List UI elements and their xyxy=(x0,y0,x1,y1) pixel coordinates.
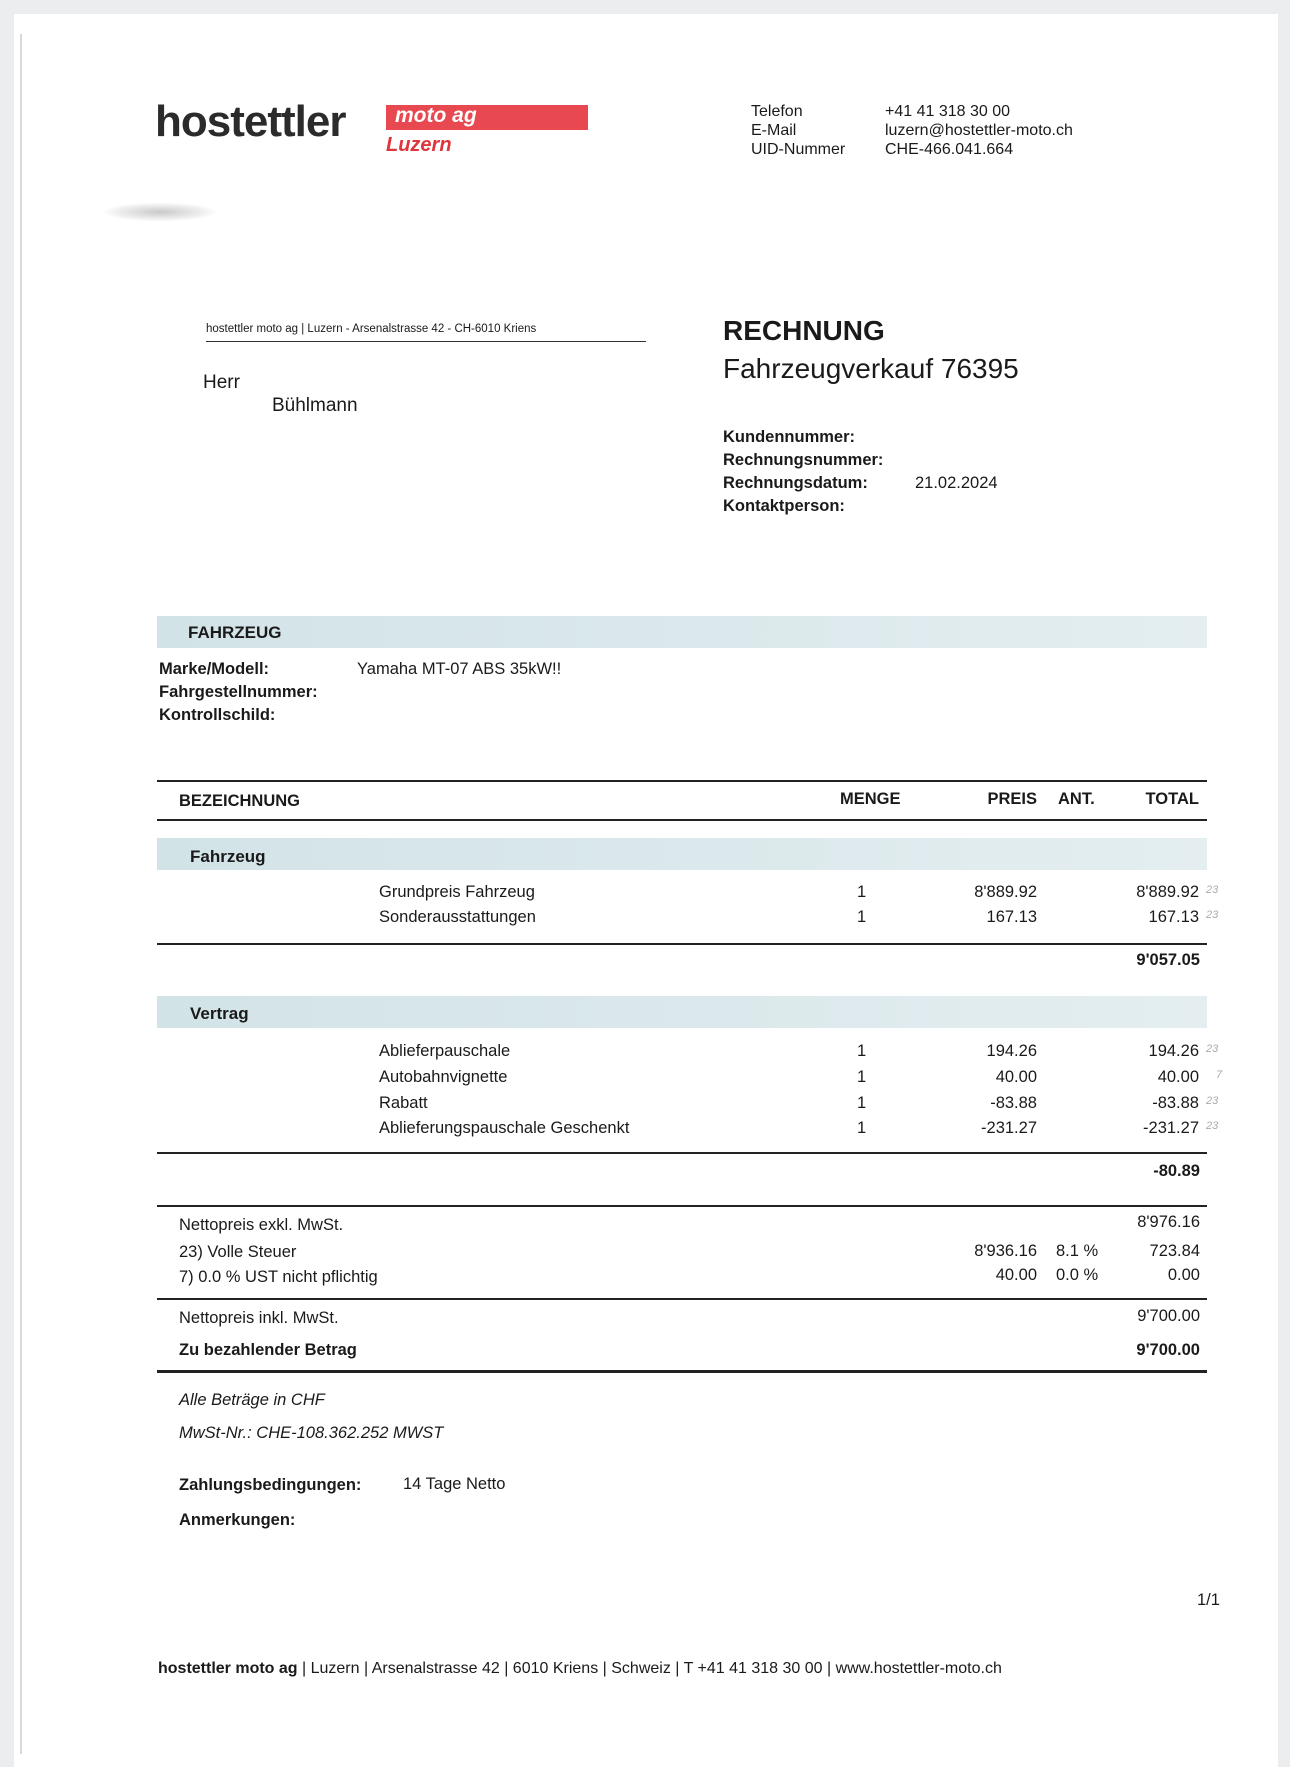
logo-city: Luzern xyxy=(386,134,452,156)
tax-amount: 0.00 xyxy=(1167,1266,1200,1284)
item-tax-code: 23 xyxy=(1206,909,1219,921)
vehicle-row xyxy=(159,704,561,727)
meta-row xyxy=(723,472,998,495)
summary-rule xyxy=(157,1205,1207,1207)
item-price: -83.88 xyxy=(990,1094,1037,1112)
total-rule xyxy=(157,1370,1207,1373)
item-description: Autobahnvignette xyxy=(379,1068,508,1086)
summary-rule xyxy=(157,1298,1207,1300)
vehicle-row xyxy=(159,681,561,704)
item-qty: 1 xyxy=(857,883,867,901)
group-band xyxy=(157,838,1207,870)
meta-row xyxy=(723,495,998,518)
contact-email: luzern@hostettler-moto.ch xyxy=(885,122,1073,139)
vehicle-label: Marke/Modell: xyxy=(159,660,270,678)
vehicle-section-title: FAHRZEUG xyxy=(188,623,282,642)
tax-amount: 723.84 xyxy=(1149,1242,1200,1260)
vehicle-label: Fahrgestellnummer: xyxy=(159,683,318,701)
contact-label: E-Mail xyxy=(751,122,797,139)
sender-line: hostettler moto ag | Luzern - Arsenalstrasse 42 - CH-6010 Kriens xyxy=(206,323,646,342)
scan-smudge xyxy=(105,203,215,221)
subtotal-rule xyxy=(157,1152,1207,1154)
table-rule xyxy=(157,780,1207,782)
col-total: TOTAL xyxy=(1145,790,1199,808)
item-total: 40.00 xyxy=(1157,1068,1199,1086)
vat-number-note: MwSt-Nr.: CHE-108.362.252 MWST xyxy=(179,1424,444,1442)
group-subtotal: -80.89 xyxy=(1153,1162,1200,1180)
item-description: Sonderausstattungen xyxy=(379,908,536,926)
currency-note: Alle Beträge in CHF xyxy=(179,1391,325,1409)
item-price: 194.26 xyxy=(986,1042,1037,1060)
item-tax-code: 7 xyxy=(1216,1069,1223,1081)
item-price: -231.27 xyxy=(981,1119,1037,1137)
logo-badge-text: moto ag xyxy=(395,104,477,127)
vehicle-fields xyxy=(159,658,561,727)
net-excl-label: Nettopreis exkl. MwSt. xyxy=(179,1216,344,1234)
subtotal-rule xyxy=(157,943,1207,945)
recipient-salutation: Herr xyxy=(203,372,240,393)
contact-label: UID-Nummer xyxy=(751,141,846,158)
col-share: ANT. xyxy=(1058,790,1095,808)
invoice-page xyxy=(14,14,1278,1767)
meta-label: Rechnungsdatum: xyxy=(723,474,868,492)
net-incl-label: Nettopreis inkl. MwSt. xyxy=(179,1309,339,1327)
vehicle-model: Yamaha MT-07 ABS 35kW!! xyxy=(357,660,562,678)
amount-due-value: 9'700.00 xyxy=(1136,1341,1200,1359)
invoice-date: 21.02.2024 xyxy=(915,474,998,492)
contact-uid: CHE-466.041.664 xyxy=(885,141,1014,158)
item-tax-code: 23 xyxy=(1206,884,1219,896)
tax-rate: 8.1 % xyxy=(1056,1242,1099,1260)
amount-due-label: Zu bezahlender Betrag xyxy=(179,1341,357,1359)
item-description: Ablieferpauschale xyxy=(379,1042,511,1060)
contact-label: Telefon xyxy=(751,103,803,120)
item-total: 167.13 xyxy=(1148,908,1199,926)
group-band xyxy=(157,996,1207,1028)
footer-company: hostettler moto ag xyxy=(158,1660,298,1677)
contact-row xyxy=(751,121,1073,140)
col-price: PREIS xyxy=(987,790,1037,808)
tax-label: 7) 0.0 % UST nicht pflichtig xyxy=(179,1268,378,1286)
meta-label: Kundennummer: xyxy=(723,428,855,446)
invoice-meta xyxy=(723,426,998,518)
contact-phone: +41 41 318 30 00 xyxy=(885,103,1011,120)
net-excl-value: 8'976.16 xyxy=(1137,1213,1200,1231)
item-description: Grundpreis Fahrzeug xyxy=(379,883,535,901)
item-total: -83.88 xyxy=(1152,1094,1199,1112)
logo-wordmark: hostettler xyxy=(155,97,346,146)
table-rule xyxy=(157,819,1207,821)
vehicle-section-band xyxy=(157,616,1207,648)
meta-label: Rechnungsnummer: xyxy=(723,451,884,469)
footer xyxy=(158,1660,1002,1678)
tax-base: 8'936.16 xyxy=(974,1242,1037,1260)
footer-address: | Luzern | Arsenalstrasse 42 | 6010 Kriens | Schweiz | T +41 41 318 30 00 | www.hostettler-moto.ch xyxy=(297,1660,1002,1677)
item-price: 40.00 xyxy=(995,1068,1037,1086)
payment-terms-label: Zahlungsbedingungen: xyxy=(179,1476,362,1494)
tax-label: 23) Volle Steuer xyxy=(179,1243,297,1261)
item-total: 194.26 xyxy=(1148,1042,1199,1060)
payment-terms-value: 14 Tage Netto xyxy=(403,1475,506,1493)
invoice-title: RECHNUNG xyxy=(723,315,885,346)
col-qty: MENGE xyxy=(840,790,901,808)
item-description: Rabatt xyxy=(379,1094,428,1112)
invoice-subtitle: Fahrzeugverkauf 76395 xyxy=(723,353,1019,384)
net-incl-value: 9'700.00 xyxy=(1137,1307,1200,1325)
item-tax-code: 23 xyxy=(1206,1043,1219,1055)
tax-rate: 0.0 % xyxy=(1056,1266,1099,1284)
vehicle-label: Kontrollschild: xyxy=(159,706,276,724)
tax-base: 40.00 xyxy=(995,1266,1037,1284)
item-qty: 1 xyxy=(857,908,867,926)
item-tax-code: 23 xyxy=(1206,1095,1219,1107)
item-description: Ablieferungspauschale Geschenkt xyxy=(379,1119,630,1137)
page-number: 1/1 xyxy=(1197,1591,1220,1609)
contact-block xyxy=(751,102,1073,159)
remarks-label: Anmerkungen: xyxy=(179,1511,296,1529)
col-description: BEZEICHNUNG xyxy=(179,792,301,810)
group-title: Fahrzeug xyxy=(190,847,266,866)
vehicle-row xyxy=(159,658,561,681)
group-subtotal: 9'057.05 xyxy=(1136,951,1200,969)
meta-row xyxy=(723,426,998,449)
recipient-name: Bühlmann xyxy=(272,395,358,416)
meta-row xyxy=(723,449,998,472)
meta-label: Kontaktperson: xyxy=(723,497,845,515)
group-title: Vertrag xyxy=(190,1004,249,1023)
item-price: 167.13 xyxy=(986,908,1037,926)
item-total: -231.27 xyxy=(1143,1119,1199,1137)
item-qty: 1 xyxy=(857,1119,867,1137)
contact-row xyxy=(751,140,1073,159)
item-price: 8'889.92 xyxy=(974,883,1037,901)
contact-row xyxy=(751,102,1073,121)
item-tax-code: 23 xyxy=(1206,1120,1219,1132)
item-qty: 1 xyxy=(857,1042,867,1060)
item-qty: 1 xyxy=(857,1068,867,1086)
item-total: 8'889.92 xyxy=(1136,883,1199,901)
item-qty: 1 xyxy=(857,1094,867,1112)
